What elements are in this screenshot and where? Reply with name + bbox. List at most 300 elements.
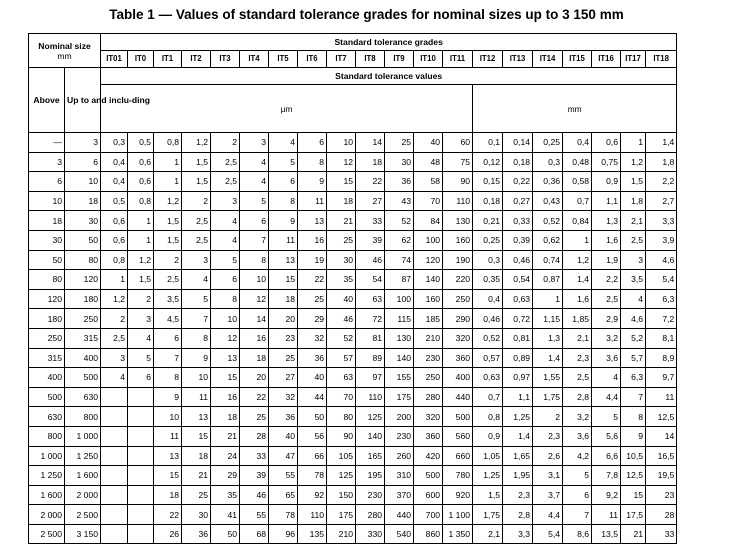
grade-header: IT7: [327, 51, 356, 68]
value-cell: 1: [128, 211, 154, 231]
value-cell: 1,95: [503, 466, 533, 486]
value-cell: 0,36: [533, 172, 563, 192]
value-cell: 36: [385, 172, 414, 192]
value-cell: [101, 387, 128, 407]
value-cell: 0,3: [473, 250, 503, 270]
value-cell: 41: [211, 505, 240, 525]
value-cell: 50: [211, 524, 240, 544]
value-cell: 40: [414, 133, 443, 153]
value-cell: 4: [128, 328, 154, 348]
value-cell: 33: [356, 211, 385, 231]
up-to-cell: 18: [65, 191, 101, 211]
value-cell: 0,62: [533, 230, 563, 250]
value-cell: 195: [356, 466, 385, 486]
value-cell: 13,5: [592, 524, 621, 544]
value-cell: 600: [414, 485, 443, 505]
value-cell: 290: [443, 309, 473, 329]
value-cell: 0,18: [503, 152, 533, 172]
value-cell: 185: [414, 309, 443, 329]
value-cell: 360: [414, 426, 443, 446]
above-cell: 10: [29, 191, 65, 211]
value-cell: 4: [240, 152, 269, 172]
value-cell: 8,1: [646, 328, 677, 348]
nominal-size-header: [29, 34, 101, 68]
value-cell: 55: [269, 466, 298, 486]
up-to-cell: 2 500: [65, 505, 101, 525]
value-cell: 3,3: [503, 524, 533, 544]
value-cell: 25: [298, 289, 327, 309]
value-cell: 100: [414, 230, 443, 250]
above-cell: 18: [29, 211, 65, 231]
value-cell: 10: [211, 309, 240, 329]
up-to-cell: 120: [65, 270, 101, 290]
value-cell: 2,1: [473, 524, 503, 544]
value-cell: 1,5: [473, 485, 503, 505]
value-cell: 11: [154, 426, 182, 446]
value-cell: 8: [182, 328, 211, 348]
value-cell: 0,4: [473, 289, 503, 309]
table-row: [29, 309, 677, 329]
value-cell: 40: [269, 426, 298, 446]
value-cell: 110: [298, 505, 327, 525]
value-cell: 500: [443, 407, 473, 427]
value-cell: 2,2: [592, 270, 621, 290]
value-cell: 1,75: [533, 387, 563, 407]
value-cell: 48: [414, 152, 443, 172]
value-cell: 25: [327, 230, 356, 250]
value-cell: 130: [385, 328, 414, 348]
value-cell: 0,8: [128, 191, 154, 211]
value-cell: 2,1: [621, 211, 646, 231]
up-to-cell: 180: [65, 289, 101, 309]
value-cell: 96: [269, 524, 298, 544]
value-cell: 0,63: [503, 289, 533, 309]
value-cell: 1,2: [101, 289, 128, 309]
value-cell: 1,85: [563, 309, 592, 329]
value-cell: 18: [356, 152, 385, 172]
value-cell: 0,15: [473, 172, 503, 192]
value-cell: 6,3: [646, 289, 677, 309]
value-cell: 12,5: [646, 407, 677, 427]
value-cell: 0,1: [473, 133, 503, 153]
value-cell: 1: [621, 133, 646, 153]
table-row: [29, 133, 677, 153]
value-cell: 75: [443, 152, 473, 172]
value-cell: 1,4: [646, 133, 677, 153]
value-cell: 0,39: [503, 230, 533, 250]
value-cell: 6: [154, 328, 182, 348]
value-cell: 0,25: [533, 133, 563, 153]
value-cell: 155: [385, 368, 414, 388]
grade-header: IT10: [414, 51, 443, 68]
up-to-cell: 3: [65, 133, 101, 153]
value-cell: 0,43: [533, 191, 563, 211]
value-cell: 5,6: [592, 426, 621, 446]
value-cell: 500: [414, 466, 443, 486]
above-cell: 120: [29, 289, 65, 309]
value-cell: 6: [269, 172, 298, 192]
table-row: [29, 446, 677, 466]
value-cell: 370: [385, 485, 414, 505]
unit-millimetre: mm: [473, 85, 677, 133]
value-cell: 1,15: [533, 309, 563, 329]
value-cell: 2,2: [646, 172, 677, 192]
value-cell: 0,97: [503, 368, 533, 388]
tolerance-table: [28, 33, 677, 544]
value-cell: 70: [414, 191, 443, 211]
value-cell: 1,8: [646, 152, 677, 172]
value-cell: 63: [327, 368, 356, 388]
value-cell: 5: [240, 191, 269, 211]
value-cell: 10: [154, 407, 182, 427]
value-cell: 24: [211, 446, 240, 466]
value-cell: 2,5: [211, 172, 240, 192]
value-cell: 0,84: [563, 211, 592, 231]
value-cell: 72: [356, 309, 385, 329]
value-cell: 33: [646, 524, 677, 544]
table-row: [29, 152, 677, 172]
value-cell: 8: [621, 407, 646, 427]
value-cell: 0,8: [473, 407, 503, 427]
value-cell: 15: [154, 466, 182, 486]
header-row-grades-caption: [29, 34, 677, 51]
value-cell: 0,81: [503, 328, 533, 348]
above-cell: 80: [29, 270, 65, 290]
value-cell: 11: [269, 230, 298, 250]
value-cell: 30: [385, 152, 414, 172]
value-cell: 330: [356, 524, 385, 544]
above-cell: —: [29, 133, 65, 153]
value-cell: 150: [327, 485, 356, 505]
value-cell: 4,2: [563, 446, 592, 466]
value-cell: 360: [443, 348, 473, 368]
value-cell: 0,72: [503, 309, 533, 329]
above-cell: 315: [29, 348, 65, 368]
value-cell: 110: [443, 191, 473, 211]
value-cell: [101, 426, 128, 446]
value-cell: 6: [211, 270, 240, 290]
value-cell: 6: [298, 133, 327, 153]
above-header: Above: [29, 68, 65, 133]
value-cell: 4: [592, 368, 621, 388]
value-cell: 22: [356, 172, 385, 192]
grade-header: IT16: [592, 51, 621, 68]
value-cell: 1,3: [592, 211, 621, 231]
value-cell: 2,1: [563, 328, 592, 348]
up-to-cell: 800: [65, 407, 101, 427]
value-cell: 4: [182, 270, 211, 290]
value-cell: 440: [385, 505, 414, 525]
value-cell: 8: [269, 191, 298, 211]
value-cell: 62: [385, 230, 414, 250]
value-cell: 1,5: [154, 211, 182, 231]
value-cell: 230: [385, 426, 414, 446]
value-cell: 2: [211, 133, 240, 153]
value-cell: 57: [327, 348, 356, 368]
value-cell: 15: [327, 172, 356, 192]
value-cell: 46: [327, 309, 356, 329]
value-cell: 1,25: [473, 466, 503, 486]
value-cell: 35: [211, 485, 240, 505]
grade-header: IT1: [154, 51, 182, 68]
value-cell: 2,8: [503, 505, 533, 525]
value-cell: 0,52: [533, 211, 563, 231]
value-cell: 1,9: [592, 250, 621, 270]
value-cell: 89: [356, 348, 385, 368]
value-cell: 44: [298, 387, 327, 407]
grade-header: IT9: [385, 51, 414, 68]
value-cell: 78: [269, 505, 298, 525]
value-cell: 6,6: [592, 446, 621, 466]
value-cell: 3,2: [592, 328, 621, 348]
value-cell: 97: [356, 368, 385, 388]
value-cell: 2,5: [563, 368, 592, 388]
value-cell: 28: [646, 505, 677, 525]
value-cell: 14: [356, 133, 385, 153]
above-cell: 250: [29, 328, 65, 348]
value-cell: 0,58: [563, 172, 592, 192]
value-cell: 6: [563, 485, 592, 505]
value-cell: 3,5: [154, 289, 182, 309]
value-cell: 3,6: [592, 348, 621, 368]
value-cell: 6,3: [621, 368, 646, 388]
above-cell: 6: [29, 172, 65, 192]
grade-header: IT2: [182, 51, 211, 68]
value-cell: 8,9: [646, 348, 677, 368]
value-cell: 210: [414, 328, 443, 348]
value-cell: 3,7: [533, 485, 563, 505]
value-cell: 0,33: [503, 211, 533, 231]
value-cell: 0,48: [563, 152, 592, 172]
value-cell: 2,5: [592, 289, 621, 309]
value-cell: 0,5: [101, 191, 128, 211]
value-cell: 55: [240, 505, 269, 525]
value-cell: 5: [592, 407, 621, 427]
value-cell: 7: [621, 387, 646, 407]
value-cell: 160: [414, 289, 443, 309]
value-cell: 15: [621, 485, 646, 505]
value-cell: 0,63: [473, 368, 503, 388]
value-cell: 250: [414, 368, 443, 388]
above-cell: 1 600: [29, 485, 65, 505]
value-cell: 68: [240, 524, 269, 544]
value-cell: 1,65: [503, 446, 533, 466]
value-cell: [128, 505, 154, 525]
value-cell: 250: [443, 289, 473, 309]
value-cell: 0,8: [154, 133, 182, 153]
value-cell: 4,5: [154, 309, 182, 329]
value-cell: 0,46: [503, 250, 533, 270]
value-cell: 320: [443, 328, 473, 348]
value-cell: 28: [240, 426, 269, 446]
value-cell: 40: [298, 368, 327, 388]
grade-header: IT0: [128, 51, 154, 68]
up-to-cell: 250: [65, 309, 101, 329]
value-cell: 4,4: [533, 505, 563, 525]
value-cell: 5: [563, 466, 592, 486]
value-cell: 1,05: [473, 446, 503, 466]
value-cell: [101, 446, 128, 466]
value-cell: 1,2: [563, 250, 592, 270]
value-cell: 22: [240, 387, 269, 407]
value-cell: 1,5: [182, 152, 211, 172]
value-cell: 30: [327, 250, 356, 270]
value-cell: 8,6: [563, 524, 592, 544]
value-cell: 33: [240, 446, 269, 466]
value-cell: 14: [240, 309, 269, 329]
value-cell: 20: [240, 368, 269, 388]
value-cell: 0,6: [128, 152, 154, 172]
value-cell: 18: [327, 191, 356, 211]
value-cell: 420: [414, 446, 443, 466]
value-cell: 78: [298, 466, 327, 486]
value-cell: 2: [154, 250, 182, 270]
value-cell: 0,6: [101, 211, 128, 231]
value-cell: 7: [563, 505, 592, 525]
up-to-cell: 630: [65, 387, 101, 407]
grade-header: IT6: [298, 51, 327, 68]
value-cell: 52: [327, 328, 356, 348]
value-cell: 2,3: [503, 485, 533, 505]
above-cell: 180: [29, 309, 65, 329]
grade-header: IT5: [269, 51, 298, 68]
table-row: [29, 505, 677, 525]
up-to-cell: 315: [65, 328, 101, 348]
value-cell: 12,5: [621, 466, 646, 486]
value-cell: 660: [443, 446, 473, 466]
value-cell: 7: [182, 309, 211, 329]
value-cell: 21: [182, 466, 211, 486]
table-body: [29, 133, 677, 544]
table-row: [29, 230, 677, 250]
value-cell: 9: [182, 348, 211, 368]
value-cell: 2: [128, 289, 154, 309]
value-cell: 0,46: [473, 309, 503, 329]
value-cell: 0,74: [533, 250, 563, 270]
value-cell: 440: [443, 387, 473, 407]
above-cell: 630: [29, 407, 65, 427]
value-cell: [128, 407, 154, 427]
value-cell: 1: [563, 230, 592, 250]
value-cell: 1,4: [503, 426, 533, 446]
value-cell: 60: [443, 133, 473, 153]
value-cell: 400: [443, 368, 473, 388]
value-cell: 1,4: [533, 348, 563, 368]
up-to-cell: 500: [65, 368, 101, 388]
value-cell: 29: [298, 309, 327, 329]
value-cell: 18: [211, 407, 240, 427]
value-cell: 10: [182, 368, 211, 388]
value-cell: 780: [443, 466, 473, 486]
value-cell: 10: [240, 270, 269, 290]
value-cell: 3: [101, 348, 128, 368]
value-cell: [128, 446, 154, 466]
value-cell: 0,3: [533, 152, 563, 172]
table-row: [29, 407, 677, 427]
table-row: [29, 172, 677, 192]
value-cell: 1 350: [443, 524, 473, 544]
value-cell: 4: [211, 211, 240, 231]
standard-tolerance-values-header: Standard tolerance values: [101, 68, 677, 85]
value-cell: 35: [327, 270, 356, 290]
value-cell: 860: [414, 524, 443, 544]
value-cell: 16: [240, 328, 269, 348]
up-to-cell: 1 000: [65, 426, 101, 446]
value-cell: 1: [128, 230, 154, 250]
unit-row: [29, 85, 677, 133]
grade-header: IT14: [533, 51, 563, 68]
value-cell: 4: [621, 289, 646, 309]
value-cell: 280: [414, 387, 443, 407]
value-cell: 5,2: [621, 328, 646, 348]
value-cell: 0,27: [503, 191, 533, 211]
value-cell: 5,4: [533, 524, 563, 544]
above-cell: 2 500: [29, 524, 65, 544]
value-cell: 27: [269, 368, 298, 388]
value-cell: [101, 407, 128, 427]
value-cell: 3,1: [533, 466, 563, 486]
value-cell: 9: [621, 426, 646, 446]
above-cell: 1 000: [29, 446, 65, 466]
value-cell: 135: [298, 524, 327, 544]
value-cell: 25: [182, 485, 211, 505]
up-to-cell: 50: [65, 230, 101, 250]
table-row: [29, 466, 677, 486]
value-cell: 4: [211, 230, 240, 250]
value-cell: 2,5: [154, 270, 182, 290]
grade-header: IT17: [621, 51, 646, 68]
value-cell: 0,87: [533, 270, 563, 290]
value-cell: 11: [646, 387, 677, 407]
value-cell: 90: [443, 172, 473, 192]
value-cell: 58: [414, 172, 443, 192]
value-cell: 52: [385, 211, 414, 231]
value-cell: 70: [327, 387, 356, 407]
value-cell: 47: [269, 446, 298, 466]
value-cell: 0,21: [473, 211, 503, 231]
value-cell: 0,4: [101, 152, 128, 172]
value-cell: 7: [154, 348, 182, 368]
value-cell: 1,25: [503, 407, 533, 427]
value-cell: 5,7: [621, 348, 646, 368]
above-cell: 50: [29, 250, 65, 270]
value-cell: 6: [128, 368, 154, 388]
value-cell: 2,3: [563, 348, 592, 368]
value-cell: 26: [154, 524, 182, 544]
value-cell: 0,54: [503, 270, 533, 290]
value-cell: 5: [182, 289, 211, 309]
value-cell: 25: [240, 407, 269, 427]
value-cell: 1,5: [621, 172, 646, 192]
value-cell: 11: [182, 387, 211, 407]
value-cell: 9: [298, 172, 327, 192]
value-cell: 46: [240, 485, 269, 505]
value-cell: 0,3: [101, 133, 128, 153]
value-cell: 13: [182, 407, 211, 427]
value-cell: 22: [154, 505, 182, 525]
value-cell: 4: [240, 172, 269, 192]
value-cell: 0,52: [473, 328, 503, 348]
value-cell: 8: [211, 289, 240, 309]
value-cell: 18: [154, 485, 182, 505]
above-cell: 400: [29, 368, 65, 388]
value-cell: 4,6: [621, 309, 646, 329]
value-cell: 540: [385, 524, 414, 544]
nominal-size-label: Nominal size: [38, 40, 91, 51]
value-cell: 2: [533, 407, 563, 427]
up-to-cell: 30: [65, 211, 101, 231]
value-cell: 54: [356, 270, 385, 290]
